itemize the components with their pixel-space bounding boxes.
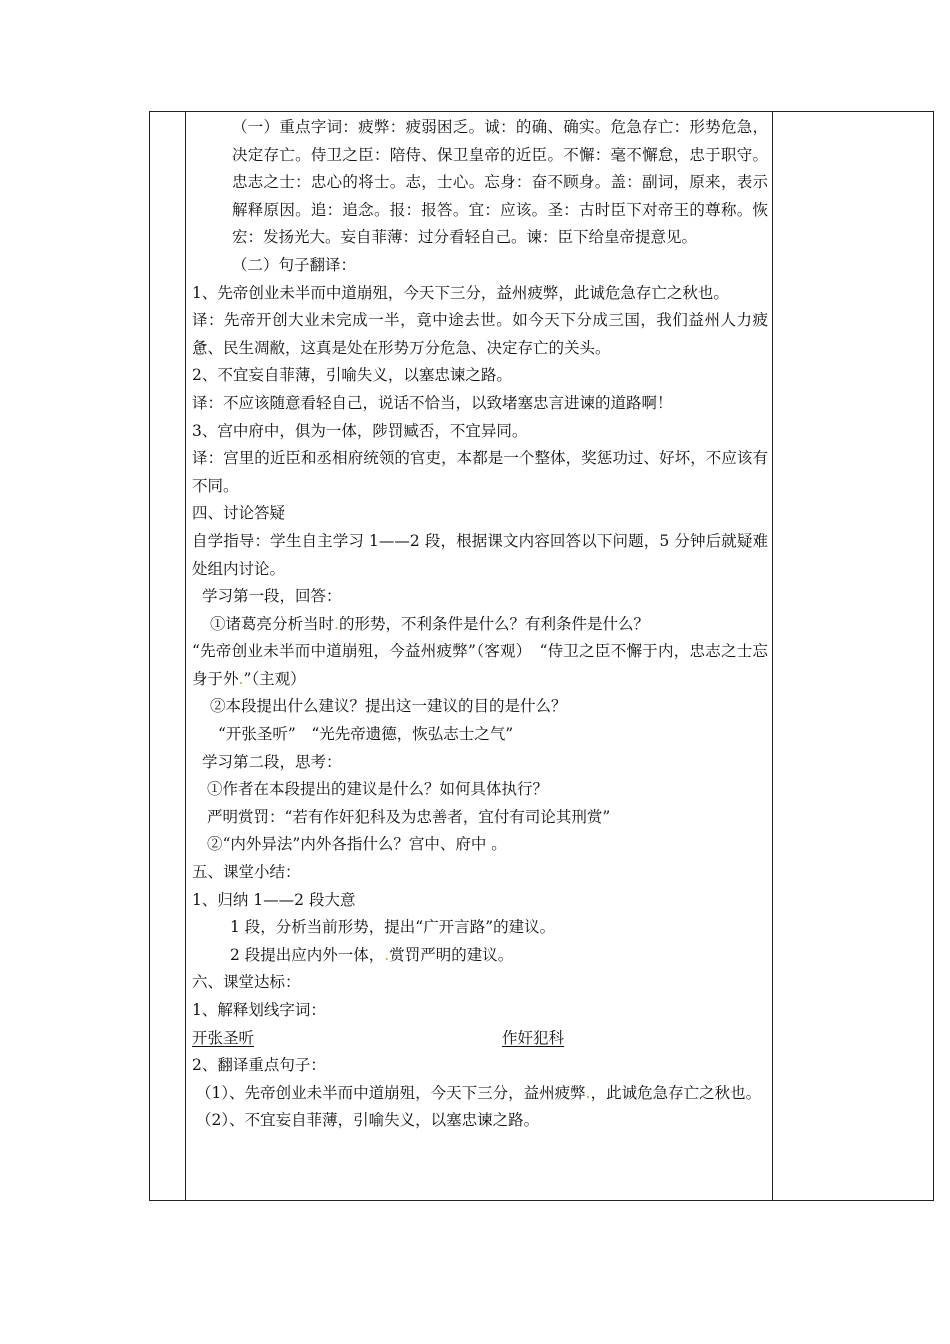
second-paragraph-prompt: 学习第二段，思考： <box>202 752 342 771</box>
assessment-item-1: 1、解释划线字词： <box>192 1001 326 1019</box>
translation-1: 译：先帝开创大业未完成一半，竟中途去世。如今天下分成三国，我们益州人力疲惫、民生凋敝，这真是处在形势万分危急、决定存亡的关头。 <box>192 311 768 357</box>
translation-2: 译：不应该随意看轻自己，说话不恰当，以致堵塞忠言进谏的道路啊！ <box>192 393 673 412</box>
assessment-heading: 六、课堂达标： <box>192 973 301 992</box>
first-paragraph-prompt: 学习第一段，回答： <box>202 587 342 606</box>
self-study-guide: 自学指导：学生自主学习 1——2 段，根据课文内容回答以下问题，5 分钟后就疑难处组内讨论。 <box>192 531 768 578</box>
sentence-3: 3、宫中府中，俱为一体，陟罚臧否，不宜异同。 <box>192 421 528 440</box>
question-4: ②“内外异法”内外各指什么？宫中、府中 。 <box>207 835 507 854</box>
left-column-divider <box>185 112 186 1200</box>
summary-paragraph-1: 1 段，分析当前形势，提出“广开言路”的建议。 <box>230 918 556 937</box>
answer-2: “开张圣听” “光先帝遗德，恢弘志士之气” <box>218 725 514 744</box>
summary-item-1: 1、归纳 1——2 段大意 <box>192 890 356 909</box>
sentence-2: 2、不宜妄自菲薄，引喻失义，以塞忠谏之路。 <box>192 366 512 385</box>
lesson-table <box>149 111 934 1201</box>
summary-heading: 五、课堂小结： <box>192 863 301 882</box>
discussion-heading: 四、讨论答疑 <box>192 504 286 523</box>
answer-1: “先帝创业未半而中道崩殂，今益州疲弊”（客观） “侍卫之臣不懈于内，忠志之士忘身于外.”（主观） <box>192 642 768 688</box>
question-1: ①诸葛亮分析当时.的形势，不利条件是什么？有利条件是什么？ <box>210 614 649 633</box>
right-column-divider <box>772 112 773 1200</box>
underlined-words-row <box>192 1025 768 1053</box>
translate-sentence-1: （1）、先帝创业未半而中道崩殂，今天下三分，益州疲弊.，此诚危急存亡之秋也。 <box>196 1083 762 1102</box>
sentence-translation-heading: （二）句子翻译： <box>232 255 357 274</box>
question-2: ②本段提出什么建议？提出这一建议的目的是什么？ <box>210 697 567 716</box>
summary-paragraph-2: 2 段提出应内外一体，.赏罚严明的建议。 <box>230 945 514 964</box>
translate-sentence-2: （2）、不宜妄自菲薄，引喻失义，以塞忠谏之路。 <box>196 1111 540 1130</box>
answer-3: 严明赏罚：“若有作奸犯科及为忠善者，宜付有司论其刑赏” <box>207 807 611 826</box>
sentence-1: 1、先帝创业未半而中道崩殂，今天下三分，益州疲弊，此诚危急存亡之秋也。 <box>192 283 729 302</box>
underlined-word-1: 开张圣听 <box>192 1028 255 1047</box>
assessment-item-2: 2、翻译重点句子： <box>192 1056 326 1075</box>
lesson-content <box>192 114 768 1135</box>
underlined-word-2: 作奸犯科 <box>502 1028 565 1047</box>
key-words-paragraph: （一）重点字词：疲弊：疲弱困乏。诚：的确、确实。危急存亡：形势危急，决定存亡。侍卫之臣：陪侍、保卫皇帝的近臣。不懈：毫不懈怠，忠于职守。忠志之士：忠心的将士。志，士心。忘身：奋不顾身。盖：副词，原来，表示解释原因。追：追念。报：报答。宜：应该。圣：古时臣下对帝王的尊称。恢宏：发扬光大。妄自菲薄：过分看轻自己。谏：臣下给皇帝提意见。 <box>232 118 768 247</box>
question-3: ①作者在本段提出的建议是什么？如何具体执行？ <box>207 780 549 799</box>
translation-3: 译：宫里的近臣和丞相府统领的官吏，本都是一个整体，奖惩功过、好坏，不应该有不同。 <box>192 449 768 495</box>
